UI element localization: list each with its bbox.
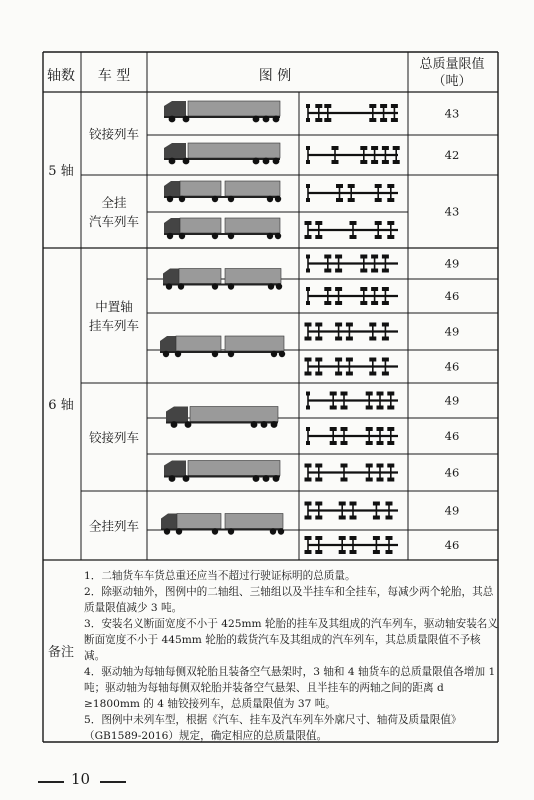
axle-layout-diagram <box>305 464 399 482</box>
axle-layout-diagram <box>305 502 399 520</box>
truck-illustration <box>160 336 285 357</box>
truck-illustration <box>164 181 281 202</box>
header-limit-unit: （吨） <box>432 74 472 89</box>
truck-illustration <box>164 101 280 122</box>
axle-count: 6 轴 <box>48 398 74 413</box>
note-5: 5．图例中未列车型，根据《汽车、挂车及汽车列车外廓尺寸、轴荷及质量限值》（GB1589-2016）规定，确定相应的总质量限值。 <box>84 714 462 742</box>
axle-layout-diagram <box>306 287 398 305</box>
note-3: 3．安装名义断面宽度不小于 425mm 轮胎的挂车及其组成的汽车列车，驱动轴安装名义断面宽度不小于 445mm 轮胎的载货汽车及其组成的汽车列车，其总质量限值不予核减。 <box>84 618 498 662</box>
vehicle-type-label: 全挂列车 <box>88 518 140 534</box>
mass-limit-value: 46 <box>444 289 460 303</box>
axle-layout-diagram <box>306 146 400 164</box>
vehicle-type-label: 挂车列车 <box>88 318 140 333</box>
mass-limit-value: 43 <box>444 106 460 121</box>
truck-illustration <box>164 461 280 482</box>
notes-block <box>84 568 498 744</box>
vehicle-type-label: 全挂 <box>101 195 127 210</box>
axle-layout-diagram <box>306 392 398 410</box>
vehicle-type-label: 铰接列车 <box>88 126 140 142</box>
vehicle-type-label: 铰接列车 <box>88 430 140 445</box>
vehicle-type-label: 汽车列车 <box>88 214 140 229</box>
axle-layout-diagram <box>305 358 399 376</box>
mass-limit-value: 43 <box>444 204 460 219</box>
mass-limit-value: 49 <box>444 324 460 339</box>
axle-layout-diagram <box>305 536 399 554</box>
note-4: 4．驱动轴为每轴每侧双轮胎且装备空气悬架时，3 轴和 4 轴货车的总质量限值各增加 1 吨；驱动轴为每轴每侧双轮胎并装备空气悬架、且半挂车的两轴之间的距离 d ≥1800mm 的 4 轴铰接列车，总质量限值为 37 吨。 <box>84 666 496 710</box>
header-type: 车 型 <box>97 68 131 84</box>
mass-limit-value: 46 <box>444 538 460 552</box>
header-diagram: 图 例 <box>258 68 292 84</box>
mass-limit-value: 49 <box>444 256 460 271</box>
header-axles: 轴数 <box>47 68 75 84</box>
truck-illustration <box>164 218 281 239</box>
mass-limit-value: 46 <box>444 429 460 443</box>
note-1: 1．二轴货车车货总重还应当不超过行驶证标明的总质量。 <box>84 570 356 582</box>
axle-layout-diagram <box>306 104 398 122</box>
vehicle-type-label: 中置轴 <box>95 299 133 314</box>
axle-layout-diagram <box>305 221 399 239</box>
truck-illustration <box>161 514 284 535</box>
note-2: 2．除驱动轴外，图例中的二轴组、三轴组以及半挂车和全挂车，每减少两个轮胎，其总质量限值减少 3 吨。 <box>84 586 494 614</box>
axle-layout-diagram <box>306 184 398 202</box>
mass-limit-value: 49 <box>444 503 460 518</box>
mass-limit-value: 49 <box>444 393 460 408</box>
mass-limit-value: 46 <box>444 465 460 480</box>
page-number: 10 <box>71 770 91 788</box>
axle-layout-diagram <box>306 427 398 445</box>
axle-count: 5 轴 <box>48 164 74 179</box>
footer-dash-right <box>100 781 126 783</box>
axle-layout-diagram <box>306 255 398 273</box>
truck-illustration <box>164 143 280 164</box>
axle-layout-diagram <box>305 323 399 341</box>
mass-limit-value: 42 <box>444 148 460 162</box>
mass-limit-value: 46 <box>444 359 460 374</box>
footer-dash-left <box>38 781 64 783</box>
truck-illustration <box>166 407 278 428</box>
notes-label: 备注 <box>47 645 75 660</box>
header-limit: 总质量限值 <box>419 57 485 72</box>
